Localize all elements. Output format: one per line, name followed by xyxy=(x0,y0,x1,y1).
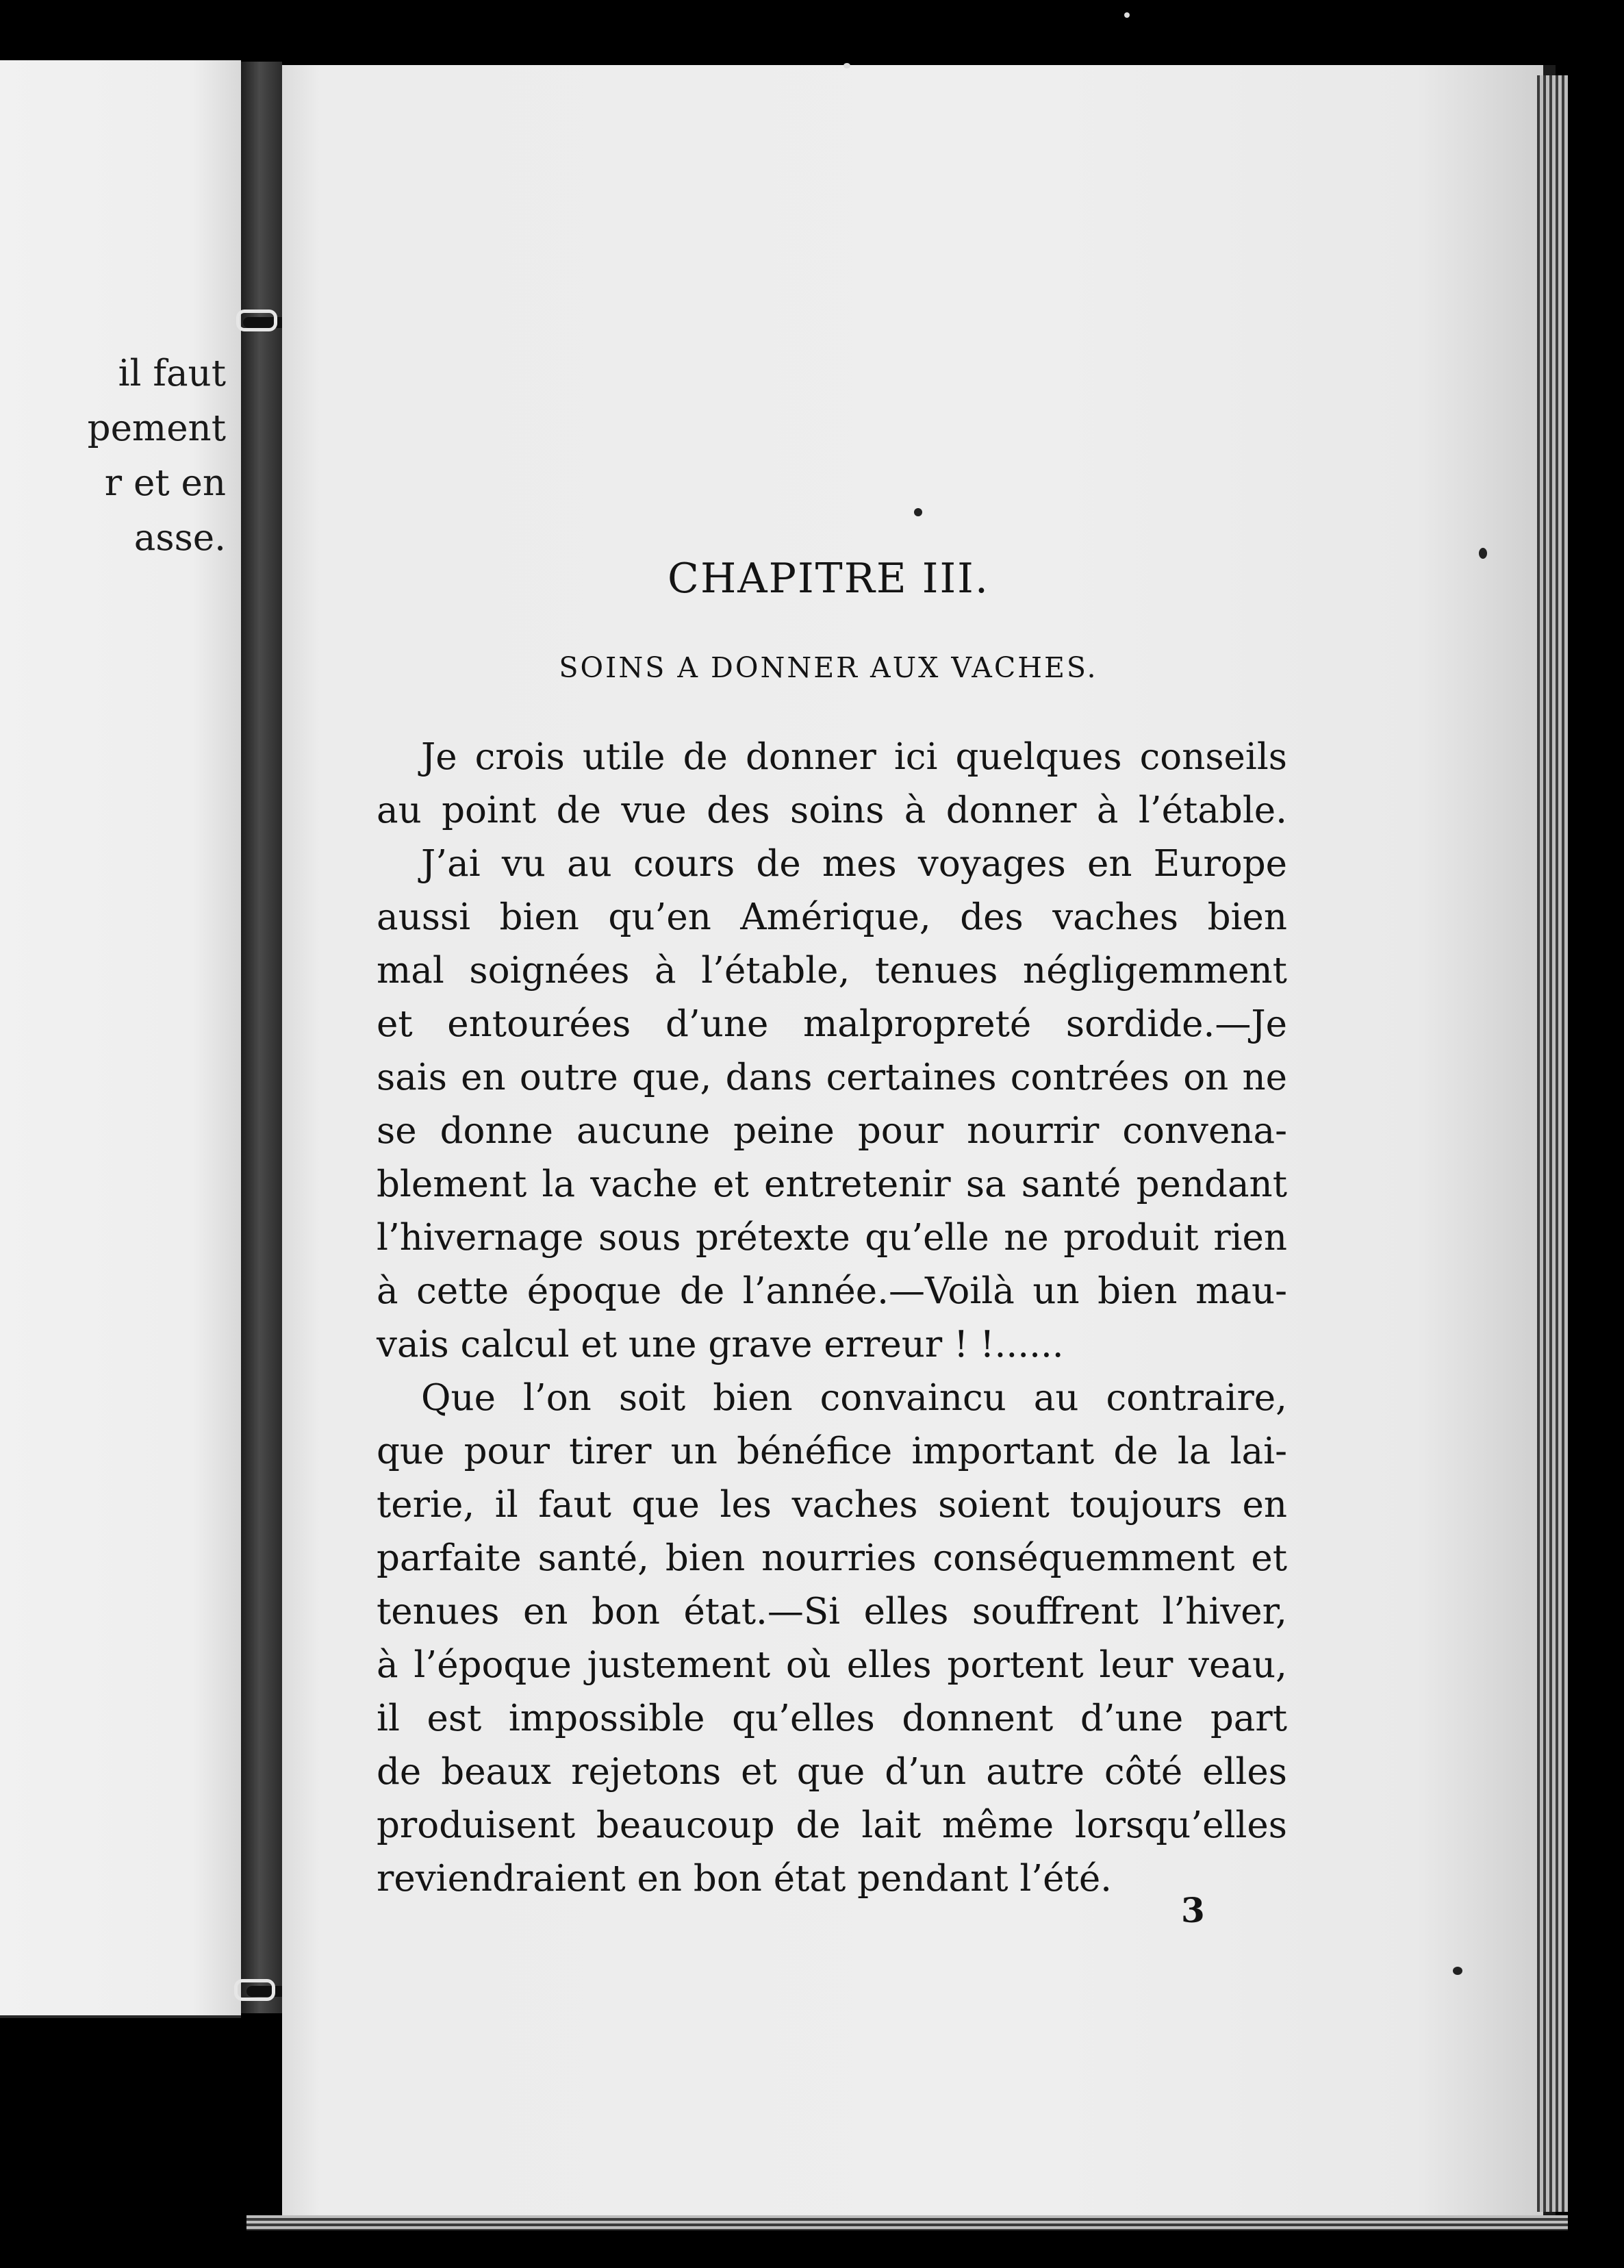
body-line: à l’époque justement où elles portent leur veau, xyxy=(377,1644,1287,1686)
section-title: SOINS A DONNER AUX VACHES. xyxy=(559,651,1098,684)
body-line: Je crois utile de donner ici quelques conseils xyxy=(421,736,1287,778)
body-line: tenues en bon état.—Si elles souffrent l’hiver, xyxy=(377,1591,1287,1633)
left-page-line: r et en xyxy=(104,462,226,504)
left-page-line: il faut xyxy=(118,353,226,394)
body-line: il est impossible qu’elles donnent d’une part xyxy=(377,1698,1287,1739)
body-line: reviendraient en bon état pendant l’été. xyxy=(377,1858,1113,1900)
body-line: blement la vache et entretenir sa santé pendant xyxy=(377,1163,1287,1205)
page-edge xyxy=(1537,75,1568,2212)
body-line: au point de vue des soins à donner à l’étable. xyxy=(377,790,1287,831)
body-line: sais en outre que, dans certaines contrées on ne xyxy=(377,1057,1287,1098)
scan-speck xyxy=(1479,548,1487,559)
body-line: que pour tirer un bénéfice important de la lai- xyxy=(377,1431,1287,1472)
binding-gutter xyxy=(241,62,282,2013)
body-line: l’hivernage sous prétexte qu’elle ne produit rien xyxy=(377,1217,1287,1259)
body-line: aussi bien qu’en Amérique, des vaches bien xyxy=(377,896,1287,938)
body-line: de beaux rejetons et que d’un autre côté elles xyxy=(377,1751,1287,1793)
body-line: mal soignées à l’étable, tenues négligemment xyxy=(377,950,1287,992)
scan-speck xyxy=(1124,12,1130,18)
left-page-line: asse. xyxy=(134,517,226,559)
body-line: terie, il faut que les vaches soient toujours en xyxy=(377,1484,1287,1526)
chapter-title: CHAPITRE III. xyxy=(668,555,989,603)
body-line: à cette époque de l’année.—Voilà un bien mau- xyxy=(377,1270,1287,1312)
scan-speck xyxy=(914,508,922,516)
body-line: et entourées d’une malpropreté sordide.—Je xyxy=(377,1003,1287,1045)
body-line: parfaite santé, bien nourries conséquemment et xyxy=(377,1537,1287,1579)
body-line: vais calcul et une grave erreur ! !...... xyxy=(377,1324,1064,1365)
body-line: se donne aucune peine pour nourrir convena- xyxy=(377,1110,1287,1152)
page-bottom-edge xyxy=(246,2215,1568,2230)
left-page-line: pement xyxy=(87,407,226,449)
body-line: Que l’on soit bien convaincu au contraire, xyxy=(421,1377,1287,1419)
binding-stitch-loop xyxy=(234,1979,275,2001)
page-number: 3 xyxy=(1181,1890,1205,1930)
body-line: J’ai vu au cours de mes voyages en Europe xyxy=(421,843,1287,885)
binding-stitch-loop xyxy=(236,310,277,331)
left-page xyxy=(0,60,241,2018)
body-line: produisent beaucoup de lait même lorsqu’elles xyxy=(377,1804,1287,1846)
scan-speck xyxy=(843,63,850,68)
scan-speck xyxy=(1453,1967,1462,1975)
